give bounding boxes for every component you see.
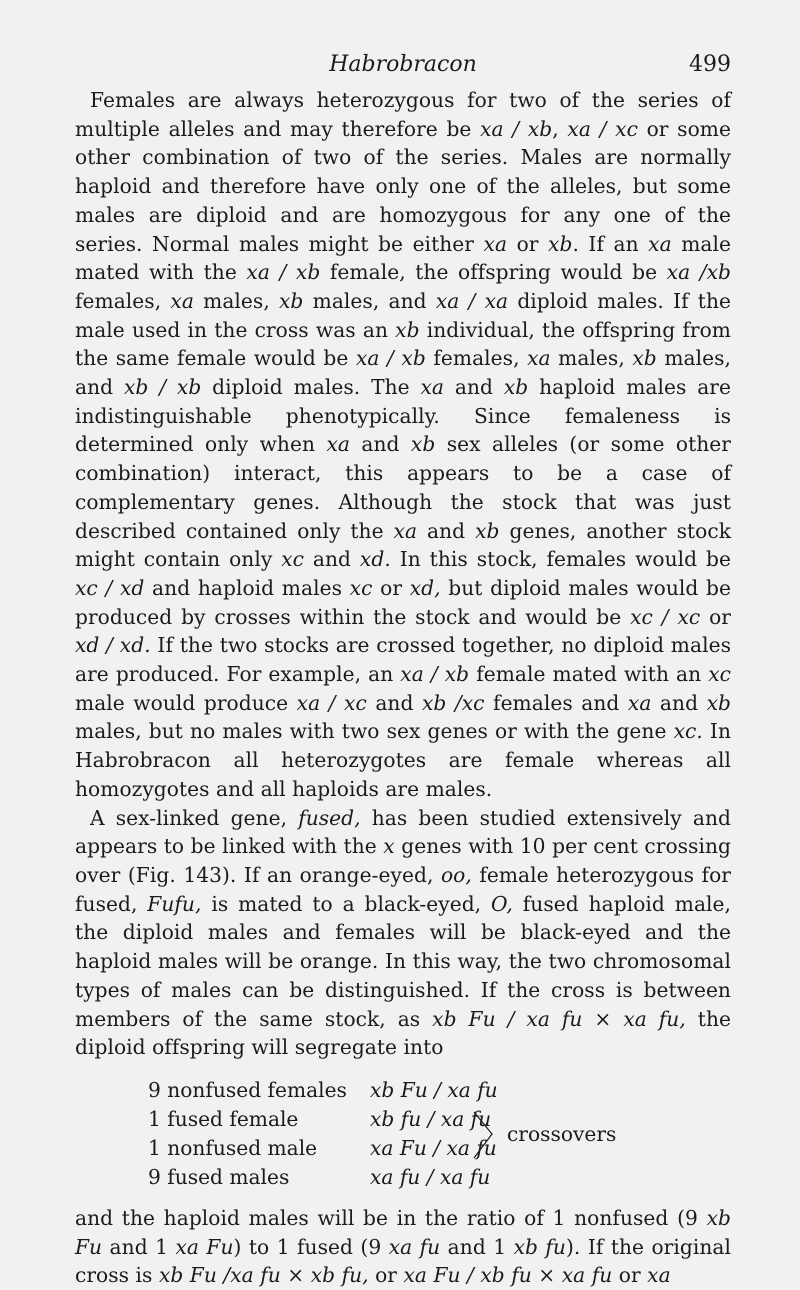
paragraph-3: and the haploid males will be in the ratio of 1 nonfused (9 xb Fu and 1 xa Fu) to 1 fused (9 xa fu and 1 xb fu). If the original cross is xb Fu /xa fu × xb fu, or xa Fu / xb fu × xa fu or xa [75,1205,732,1288]
result-label: 9 fused males [148,1164,290,1189]
result-label: 1 fused female [148,1106,299,1131]
body-text [75,86,731,1290]
segregation-results [75,1076,731,1192]
result-label: 9 nonfused females [148,1077,347,1102]
paragraph-2: A sex-linked gene, fused, has been studied extensively and appears to be linked with the x genes with 10 per cent crossing over (Fig. 143). If an orange-eyed, oo, female heterozygous for fused, Fufu, is mated to a black-eyed, O, fused haploid male, the diploid males and females will be black-eyed and the haploid males will be orange. In this way, the two chromosomal types of males can be distinguished. If the cross is between members of the same stock, as xb Fu / xa fu × xa fu, the diploid offspring will segregate into [75,805,731,1060]
page-number: 499 [689,52,731,77]
result-genotype: xa Fu / xa fu [370,1135,497,1160]
page-header [75,52,731,86]
result-genotype: xa fu / xa fu [370,1164,491,1189]
running-title: Habrobracon [329,52,477,77]
paragraph-1: Females are always heterozygous for two of the series of multiple alleles and may therefore be xa / xb, xa / xc or some other combination of two of the series. Males are normally haploid and therefore have only one of the alleles, but some males are diploid and are homozygous for any one of the series. Normal males might be either xa or xb. If an xa male mated with the xa / xb female, the offspring would be xa /xb females, xa males, xb males, and xa / xa diploid males. If the male used in the cross was an xb individual, the offspring from the same female would be xa / xb females, xa males, xb males, and xb / xb diploid males. The xa and xb haploid males are indistinguishable phenotypically. Since femaleness is determined only when xa and xb sex alleles (or some other combination) interact, this appears to be a case of complementary genes. Although the stock that was just described contained only the xa and xb genes, another stock might contain only xc and xd. In this stock, females would be xc / xd and haploid males xc or xd, but diploid males would be produced by crosses within the stock and would be xc / xc or xd / xd. If the two stocks are crossed together, no diploid males are produced. For example, an xa / xb female mated with an xc male would produce xa / xc and xb /xc females and xa and xb males, but no males with two sex genes or with the gene xc. In Habrobracon all heterozygotes are female whereas all homozygotes and all haploids are males. [75,88,732,801]
crossover-label: crossovers [507,1121,617,1146]
result-label: 1 nonfused male [148,1135,318,1160]
book-page [75,52,731,1290]
result-genotype: xb fu / xa fu [370,1106,492,1131]
result-genotype: xb Fu / xa fu [370,1077,498,1102]
crossover-bracket [472,1106,502,1166]
